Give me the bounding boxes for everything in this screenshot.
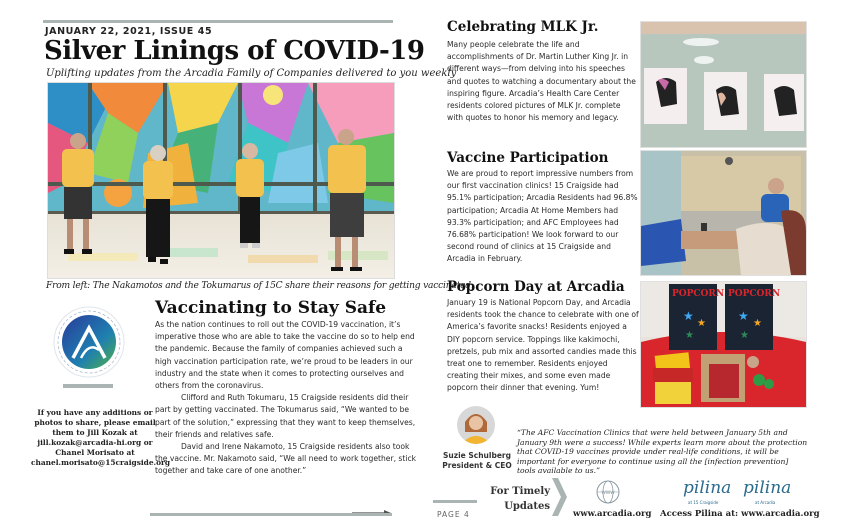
- person-2: [143, 145, 173, 264]
- ceo-avatar: [457, 406, 495, 444]
- ceo-quote: “The AFC Vaccination Clinics that were held between January 5th and January 9th were a success! While experts learn more about the protection that COVID-19 vaccines provide under real-life conditions, it will be important for everyone to continue using all the [infection prevention] tools available to us.”: [517, 428, 808, 476]
- globe-icon: [596, 480, 620, 504]
- popcorn-bag: [725, 284, 780, 350]
- access-pilina-link[interactable]: Access Pilina at: www.arcadia.org: [660, 509, 820, 519]
- timely-updates-label: [490, 484, 550, 514]
- svg-text:★: ★: [697, 318, 706, 329]
- mlk-heading: Celebrating MLK Jr.: [447, 19, 599, 35]
- top-rule: [43, 20, 393, 23]
- logo-divider: [63, 384, 113, 388]
- mlk-portrait: [764, 74, 804, 131]
- vaccinating-article: [155, 319, 417, 478]
- bottom-rule: [150, 513, 392, 516]
- ceo-name-block: [442, 451, 512, 471]
- svg-text:WWW: WWW: [601, 491, 615, 496]
- svg-text:POPCORN: POPCORN: [728, 289, 781, 299]
- continue-arrow-icon: [352, 503, 392, 513]
- mlk-photo: [640, 21, 807, 148]
- popcorn-bag: [669, 284, 724, 350]
- hero-photo: [47, 82, 395, 279]
- ceo-name: Suzie Schulberg: [443, 451, 511, 460]
- vaccinating-heading: Vaccinating to Stay Safe: [155, 298, 387, 318]
- svg-text:★: ★: [683, 309, 694, 323]
- vaccination-photo: [640, 150, 807, 276]
- hero-caption: From left: The Nakamotos and the Tokumarus of 15C share their reasons for getting vaccinated.: [46, 281, 474, 291]
- website-link[interactable]: www.arcadia.org: [573, 509, 652, 519]
- issue-date: JANUARY 22, 2021, ISSUE 45: [45, 26, 213, 37]
- footer-rule: [433, 500, 477, 503]
- ceo-role: President & CEO: [442, 461, 512, 470]
- pilina-15-craigside-logo: pilina: [683, 478, 732, 498]
- vaccine-participation-heading: Vaccine Participation: [447, 150, 609, 166]
- chevron-right-icon: [550, 478, 568, 516]
- contact-info: If you have any additions or photos to share, please email them to Jill Kozak at jill.kozak@arcadia-hi.org or Chanel Morisato at chanel.morisato@15craigside.org: [31, 408, 171, 467]
- timely-line-2: Updates: [504, 501, 550, 512]
- svg-text:★: ★: [740, 330, 749, 341]
- vaccine-participation-article: We are proud to report impressive numbers from our first vaccination clinics! 15 Craigside had 95.1% participation; Arcadia Residents had 96.8% participation; Arcadia At Home Members had 93.3% participation; and AFC Employees had 76.68% participation! We look forward to our second round of clinics at 15 Craigside and Arcadia in February.: [447, 169, 638, 264]
- mlk-portrait: [704, 72, 747, 130]
- popcorn-heading: Popcorn Day at Arcadia: [447, 279, 625, 295]
- svg-text:★: ★: [738, 309, 749, 323]
- stained-glass-photo: [48, 83, 394, 278]
- svg-text:★: ★: [685, 330, 694, 341]
- arcadia-logo: [53, 306, 125, 378]
- popcorn-article: January 19 is National Popcorn Day, and Arcadia residents took the chance to celebrate with one of America’s favorite snacks! Residents enjoyed a DIY popcorn service. Toppings like kakimochi, pretzels, pub mix and assorted candies made this treat one to remember. Residents enjoyed creating their mixes, and some even made popcorn their dinner that evening. Yum!: [447, 298, 639, 393]
- arcadia-mountain-logo-icon: [53, 306, 125, 378]
- page-number: PAGE 4: [437, 510, 470, 519]
- svg-text:★: ★: [753, 318, 762, 329]
- pilina-15-craigside-sub: at 15 Craigside: [688, 500, 719, 505]
- newsletter-subtitle: Uplifting updates from the Arcadia Family of Companies delivered to you weekly: [46, 68, 457, 79]
- vaccinating-paragraph: Clifford and Ruth Tokumaru, 15 Craigside residents did their part by getting vaccinated. The Tokumarus said, “We wanted to be part of the solution,” expressing that they want to keep themselves, their friends and relatives safe.: [155, 393, 416, 439]
- mlk-article: Many people celebrate the life and accomplishments of Dr. Martin Luther King Jr. in different ways—from delving into his speeches and quotes to watching a documentary about the inspiring figure. Arcadia’s Health Care Center residents colored pictures of MLK Jr. complete with quotes to honor his memory and legacy.: [447, 40, 636, 123]
- vaccinating-paragraph: David and Irene Nakamoto, 15 Craigside residents also took the vaccine. Mr. Nakamoto said, “We all need to work together, stick together and take care of one another.”: [155, 442, 417, 476]
- popcorn-photo: [640, 281, 807, 408]
- timely-line-1: For Timely: [490, 486, 550, 497]
- mlk-portrait: [644, 68, 687, 124]
- vaccinating-paragraph: As the nation continues to roll out the COVID-19 vaccination, it’s imperative those who are able to take the vaccine do so to help end the pandemic. Because the family of companies achieved such a high vaccination participation rate, we’re proud to be leaders in our industry and the state when it comes to protecting ourselves and others from the coronavirus.: [155, 320, 415, 391]
- newsletter-title: Silver Linings of COVID-19: [44, 36, 425, 66]
- pilina-arcadia-sub: at Arcadia: [755, 500, 776, 505]
- pilina-arcadia-logo: pilina: [743, 478, 792, 498]
- svg-text:POPCORN: POPCORN: [672, 289, 725, 299]
